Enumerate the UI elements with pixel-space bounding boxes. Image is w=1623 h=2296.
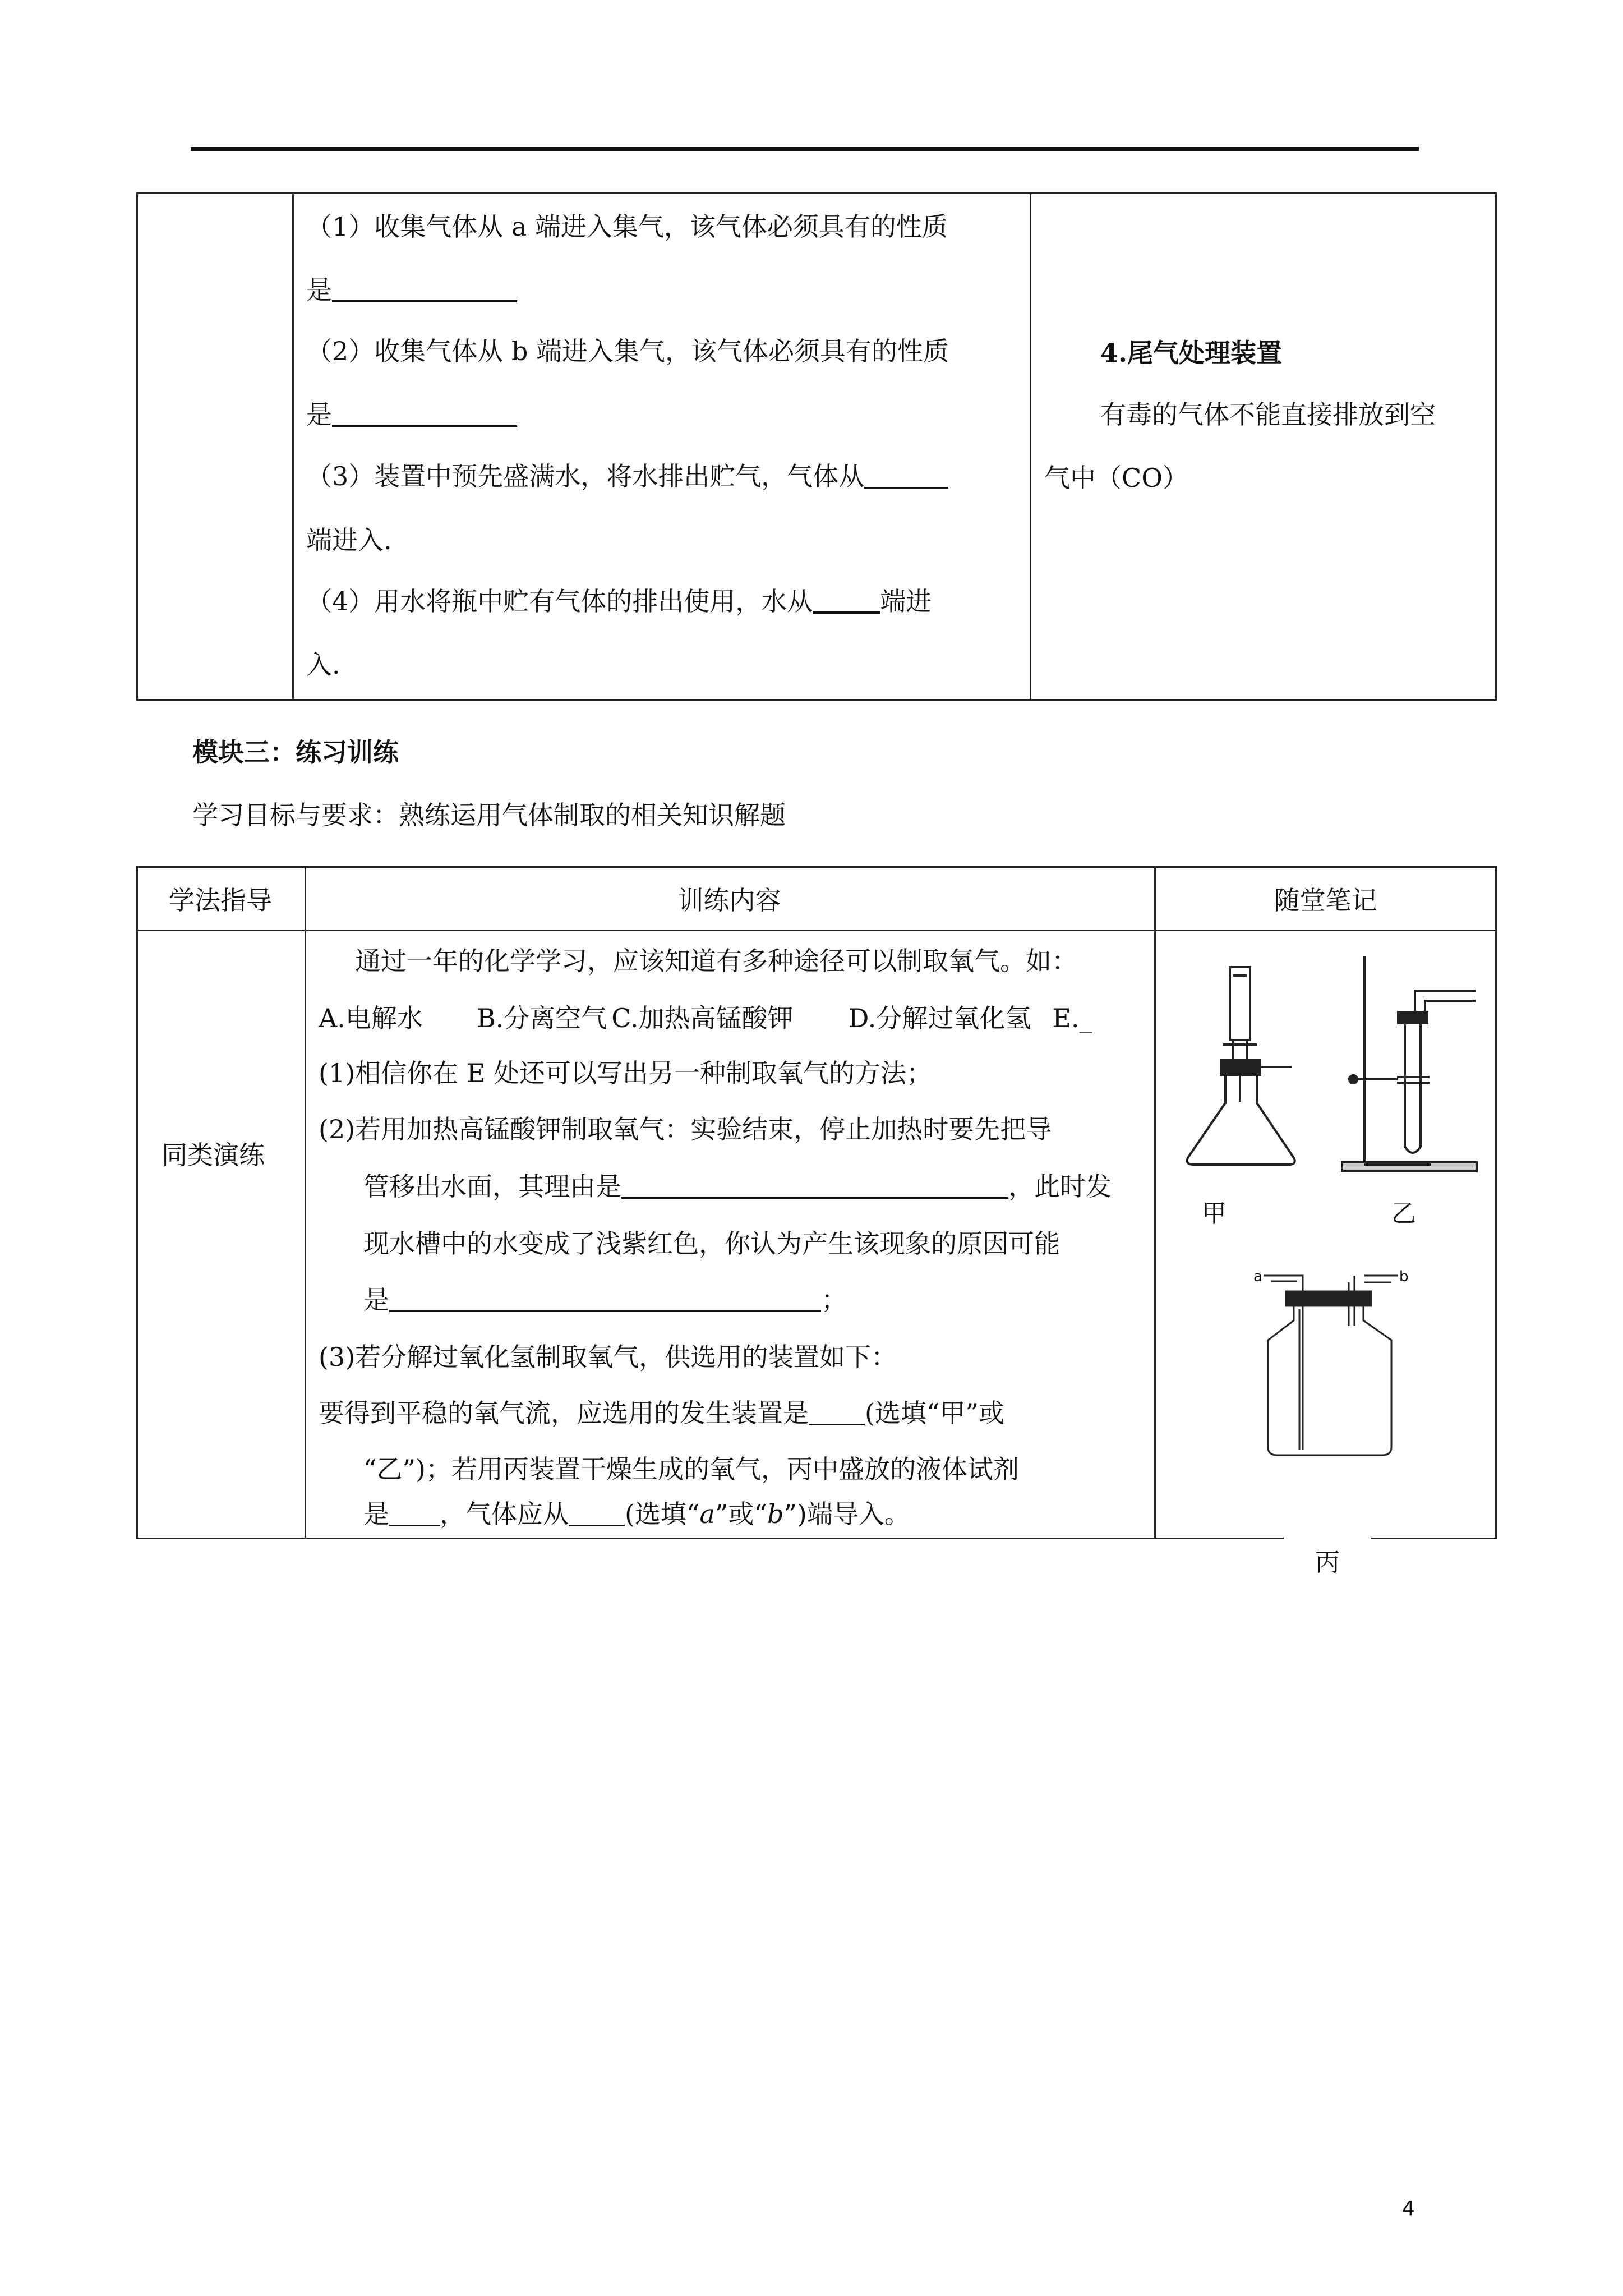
option-e: E._	[1052, 1003, 1092, 1033]
question-3-line-1: （3）装置中预先盛满水，将水排出贮气，气体从	[306, 463, 948, 489]
tail-gas-heading: 4.尾气处理装置	[1100, 338, 1283, 368]
page-number: 4	[1402, 2197, 1415, 2220]
learning-goal: 学习目标与要求：熟练运用气体制取的相关知识解题	[192, 800, 786, 830]
header-training-content: 训练内容	[677, 885, 781, 915]
row-label: 同类演练	[162, 1140, 265, 1170]
option-a: A.电解水	[319, 1003, 423, 1033]
question-2-line-2: 是	[306, 402, 517, 427]
question-2-line-4: 是 ；	[363, 1285, 847, 1315]
table-practice	[136, 866, 1497, 1577]
question-3-line-1: (3)若分解过氧化氢制取氧气，供选用的装置如下：	[319, 1342, 897, 1372]
apparatus-jia-flask	[1163, 956, 1331, 1180]
question-3-line-4: 是 ，气体应从 (选填“a”或“b”)端导入。	[363, 1499, 910, 1529]
table-divider	[305, 866, 306, 1539]
tail-gas-text-2: 气中（CO）	[1044, 463, 1188, 493]
header-class-notes: 随堂笔记	[1274, 885, 1377, 915]
apparatus-bing-bottle	[1252, 1259, 1409, 1461]
answer-blank[interactable]	[809, 1401, 865, 1425]
option-c: C.加热高锰酸钾	[611, 1003, 794, 1033]
module-title: 模块三：练习训练	[192, 737, 399, 767]
answer-blank[interactable]	[621, 1175, 1008, 1199]
question-2-line-1: （2）收集气体从 b 端进入集气，该气体必须具有的性质	[306, 336, 949, 366]
port-b-label: b	[1399, 1268, 1409, 1285]
question-2-line-2: 管移出水面，其理由是 ，此时发	[363, 1171, 1112, 1202]
table-divider	[292, 194, 294, 699]
question-2-line-1: (2)若用加热高锰酸钾制取氧气：实验结束，停止加热时要先把导	[319, 1114, 1052, 1144]
table-header-divider	[136, 930, 1497, 931]
question-3-line-2: 要得到平稳的氧气流，应选用的发生装置是 (选填“甲”或	[319, 1398, 1004, 1428]
question-1-line-2: 是	[306, 277, 517, 303]
content-intro: 通过一年的化学学习，应该知道有多种途径可以制取氧气。如：	[355, 946, 1077, 976]
table-gas-collection	[136, 192, 1497, 701]
table-divider	[1154, 866, 1156, 1539]
header-method-guide: 学法指导	[169, 885, 272, 915]
label-bing: 丙	[1315, 1548, 1340, 1577]
question-3-line-2: 端进入.	[306, 525, 392, 555]
answer-blank[interactable]	[389, 1502, 440, 1526]
answer-blank[interactable]	[332, 403, 517, 427]
question-1-line-1: （1）收集气体从 a 端进入集气，该气体必须具有的性质	[306, 211, 948, 242]
answer-blank[interactable]	[569, 1502, 625, 1526]
question-4-line-2: 入.	[306, 650, 340, 680]
oxygen-options	[319, 1005, 1092, 1031]
table-divider	[1030, 194, 1031, 699]
option-d: D.分解过氧化氢	[848, 1003, 1031, 1033]
answer-blank[interactable]	[864, 464, 948, 489]
answer-blank[interactable]	[332, 278, 517, 302]
question-2-line-3: 现水槽中的水变成了浅紫红色，你认为产生该现象的原因可能	[363, 1228, 1060, 1259]
header-rule	[191, 147, 1419, 151]
port-a-label: a	[1253, 1268, 1262, 1285]
label-jia: 甲	[1202, 1199, 1227, 1228]
option-b: B.分离空气	[476, 1003, 607, 1033]
question-3-line-3: “乙”)；若用丙装置干燥生成的氧气，丙中盛放的液体试剂	[363, 1454, 1019, 1484]
answer-blank[interactable]	[813, 589, 880, 614]
question-1: (1)相信你在 E 处还可以写出另一种制取氧气的方法；	[319, 1058, 932, 1088]
question-4-line-1: （4）用水将瓶中贮有气体的排出使用，水从 端进	[306, 586, 932, 616]
answer-blank[interactable]	[389, 1287, 821, 1312]
label-yi: 乙	[1391, 1199, 1416, 1228]
tail-gas-text-1: 有毒的气体不能直接排放到空	[1100, 399, 1436, 430]
apparatus-yi-stand	[1331, 945, 1493, 1186]
